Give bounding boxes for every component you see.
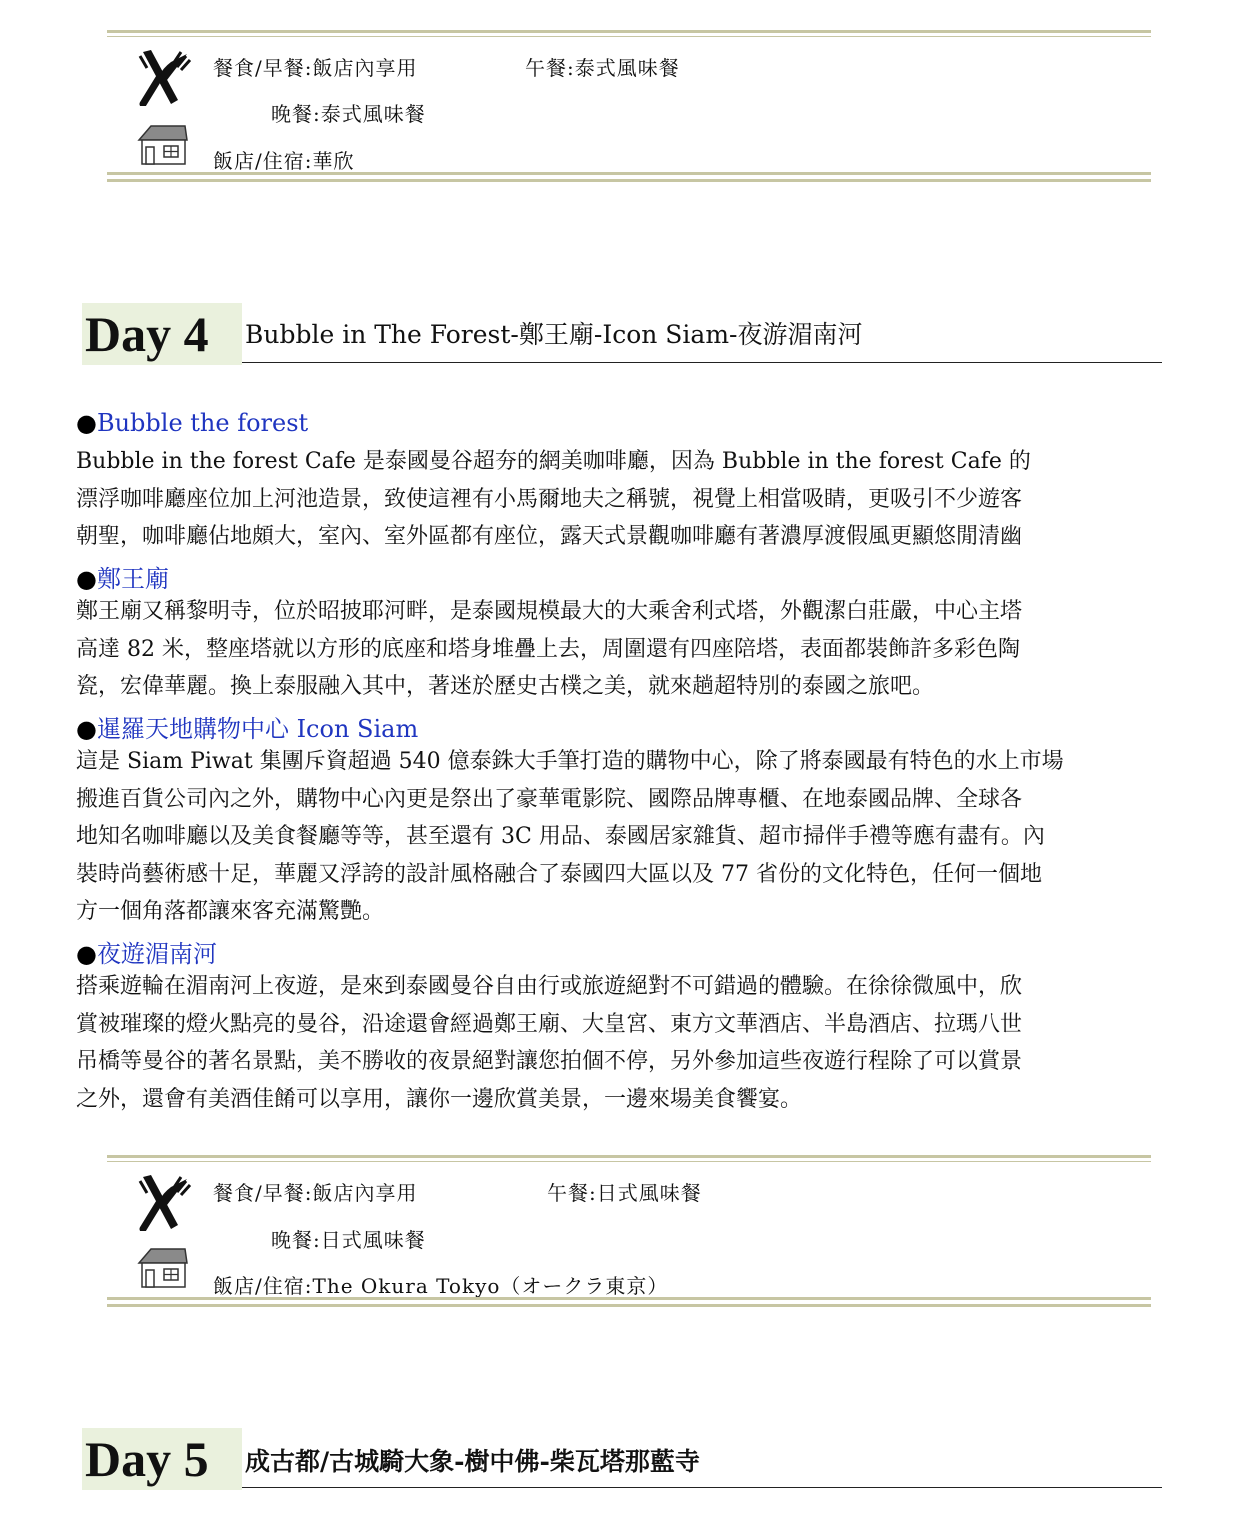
paragraph-line: 方一個角落都讓來客充滿驚艷。 [76,899,385,925]
divider [107,1155,1151,1162]
fork-knife-icon [137,48,193,106]
day-label: Day 4 [82,303,242,365]
meal-box-day4 [107,1155,1151,1311]
paragraph-line: 搬進百貨公司內之外，購物中心內更是祭出了豪華電影院、國際品牌專櫃、在地泰國品牌、全球各 [76,786,1023,812]
house-icon [137,1245,189,1289]
meal-dinner: 晚餐:日式風味餐 [271,1228,426,1252]
divider [107,1297,1151,1307]
divider [242,1487,1162,1488]
day-label: Day 5 [82,1428,242,1490]
bullet-icon: ● [76,565,97,593]
paragraph-line: Bubble in the forest Cafe 是泰國曼谷超夯的網美咖啡廳，因為 Bubble in the forest Cafe 的 [76,449,1031,474]
bullet-icon: ● [76,715,97,743]
day4-header [82,303,1162,365]
section-title: 夜遊湄南河 [96,940,217,968]
divider [107,172,1151,182]
section-paragraph [76,968,1166,1118]
paragraph-line: 漂浮咖啡廳座位加上河池造景，致使這裡有小馬爾地夫之稱號，視覺上相當吸睛，更吸引不少遊客 [76,486,1023,512]
paragraph-line: 朝聖，咖啡廳佔地頗大，室內、室外區都有座位，露天式景觀咖啡廳有著濃厚渡假風更顯悠閒清幽 [76,524,1023,550]
section-paragraph [76,743,1166,931]
section-heading [76,709,418,744]
paragraph-line: 裝時尚藝術感十足，華麗又浮誇的設計風格融合了泰國四大區以及 77 省份的文化特色，任何一個地 [76,861,1042,887]
day5-header [82,1428,1162,1490]
meal-breakfast: 餐食/早餐:飯店內享用 [213,56,418,80]
meal-lunch: 午餐:日式風味餐 [547,1181,702,1205]
section-heading [76,409,308,437]
meal-lunch: 午餐:泰式風味餐 [525,56,680,80]
section-title: 鄭王廟 [96,565,169,593]
paragraph-line: 搭乘遊輪在湄南河上夜遊，是來到泰國曼谷自由行或旅遊絕對不可錯過的體驗。在徐徐微風中，欣 [76,974,1023,999]
paragraph-line: 吊橋等曼谷的著名景點，美不勝收的夜景絕對讓您拍個不停，另外參加這些夜遊行程除了可以賞景 [76,1049,1023,1075]
meal-breakfast: 餐食/早餐:飯店內享用 [213,1181,418,1205]
house-icon [137,122,189,166]
fork-knife-icon [137,1173,193,1231]
divider [242,362,1162,363]
bullet-icon: ● [76,409,97,437]
section-paragraph [76,443,1166,556]
meal-dinner: 晚餐:泰式風味餐 [271,102,426,126]
paragraph-line: 瓷，宏偉華麗。換上泰服融入其中，著迷於歷史古樸之美，就來趟超特別的泰國之旅吧。 [76,674,935,700]
hotel-info: 飯店/住宿:The Okura Tokyo（オークラ東京） [213,1274,669,1298]
section-title: 暹羅天地購物中心 Icon Siam [96,715,419,743]
day-title: Bubble in The Forest-鄭王廟-Icon Siam-夜游湄南河 [245,320,863,349]
meal-box-day3 [107,30,1151,186]
section-paragraph [76,593,1166,706]
hotel-info: 飯店/住宿:華欣 [213,149,355,173]
paragraph-line: 這是 Siam Piwat 集團斥資超過 540 億泰銖大手筆打造的購物中心，除了將泰國最有特色的水上市場 [76,749,1064,774]
paragraph-line: 地知名咖啡廳以及美食餐廳等等，甚至還有 3C 用品、泰國居家雜貨、超市掃伴手禮等應有盡有。內 [76,824,1045,850]
paragraph-line: 鄭王廟又稱黎明寺，位於昭披耶河畔，是泰國規模最大的大乘舍利式塔，外觀潔白莊嚴，中心主塔 [76,599,1023,624]
paragraph-line: 高達 82 米，整座塔就以方形的底座和塔身堆疊上去，周圍還有四座陪塔，表面都裝飾許多彩色陶 [76,636,1020,662]
divider [107,30,1151,37]
section-heading [76,934,217,969]
bullet-icon: ● [76,940,97,968]
section-heading [76,559,169,594]
paragraph-line: 賞被璀璨的燈火點亮的曼谷，沿途還會經過鄭王廟、大皇宮、東方文華酒店、半島酒店、拉瑪八世 [76,1011,1023,1037]
section-title: Bubble the forest [96,409,309,437]
day-title: 成古都/古城騎大象-樹中佛-柴瓦塔那藍寺 [245,1447,700,1476]
paragraph-line: 之外，還會有美酒佳餚可以享用，讓你一邊欣賞美景，一邊來場美食饗宴。 [76,1086,803,1112]
